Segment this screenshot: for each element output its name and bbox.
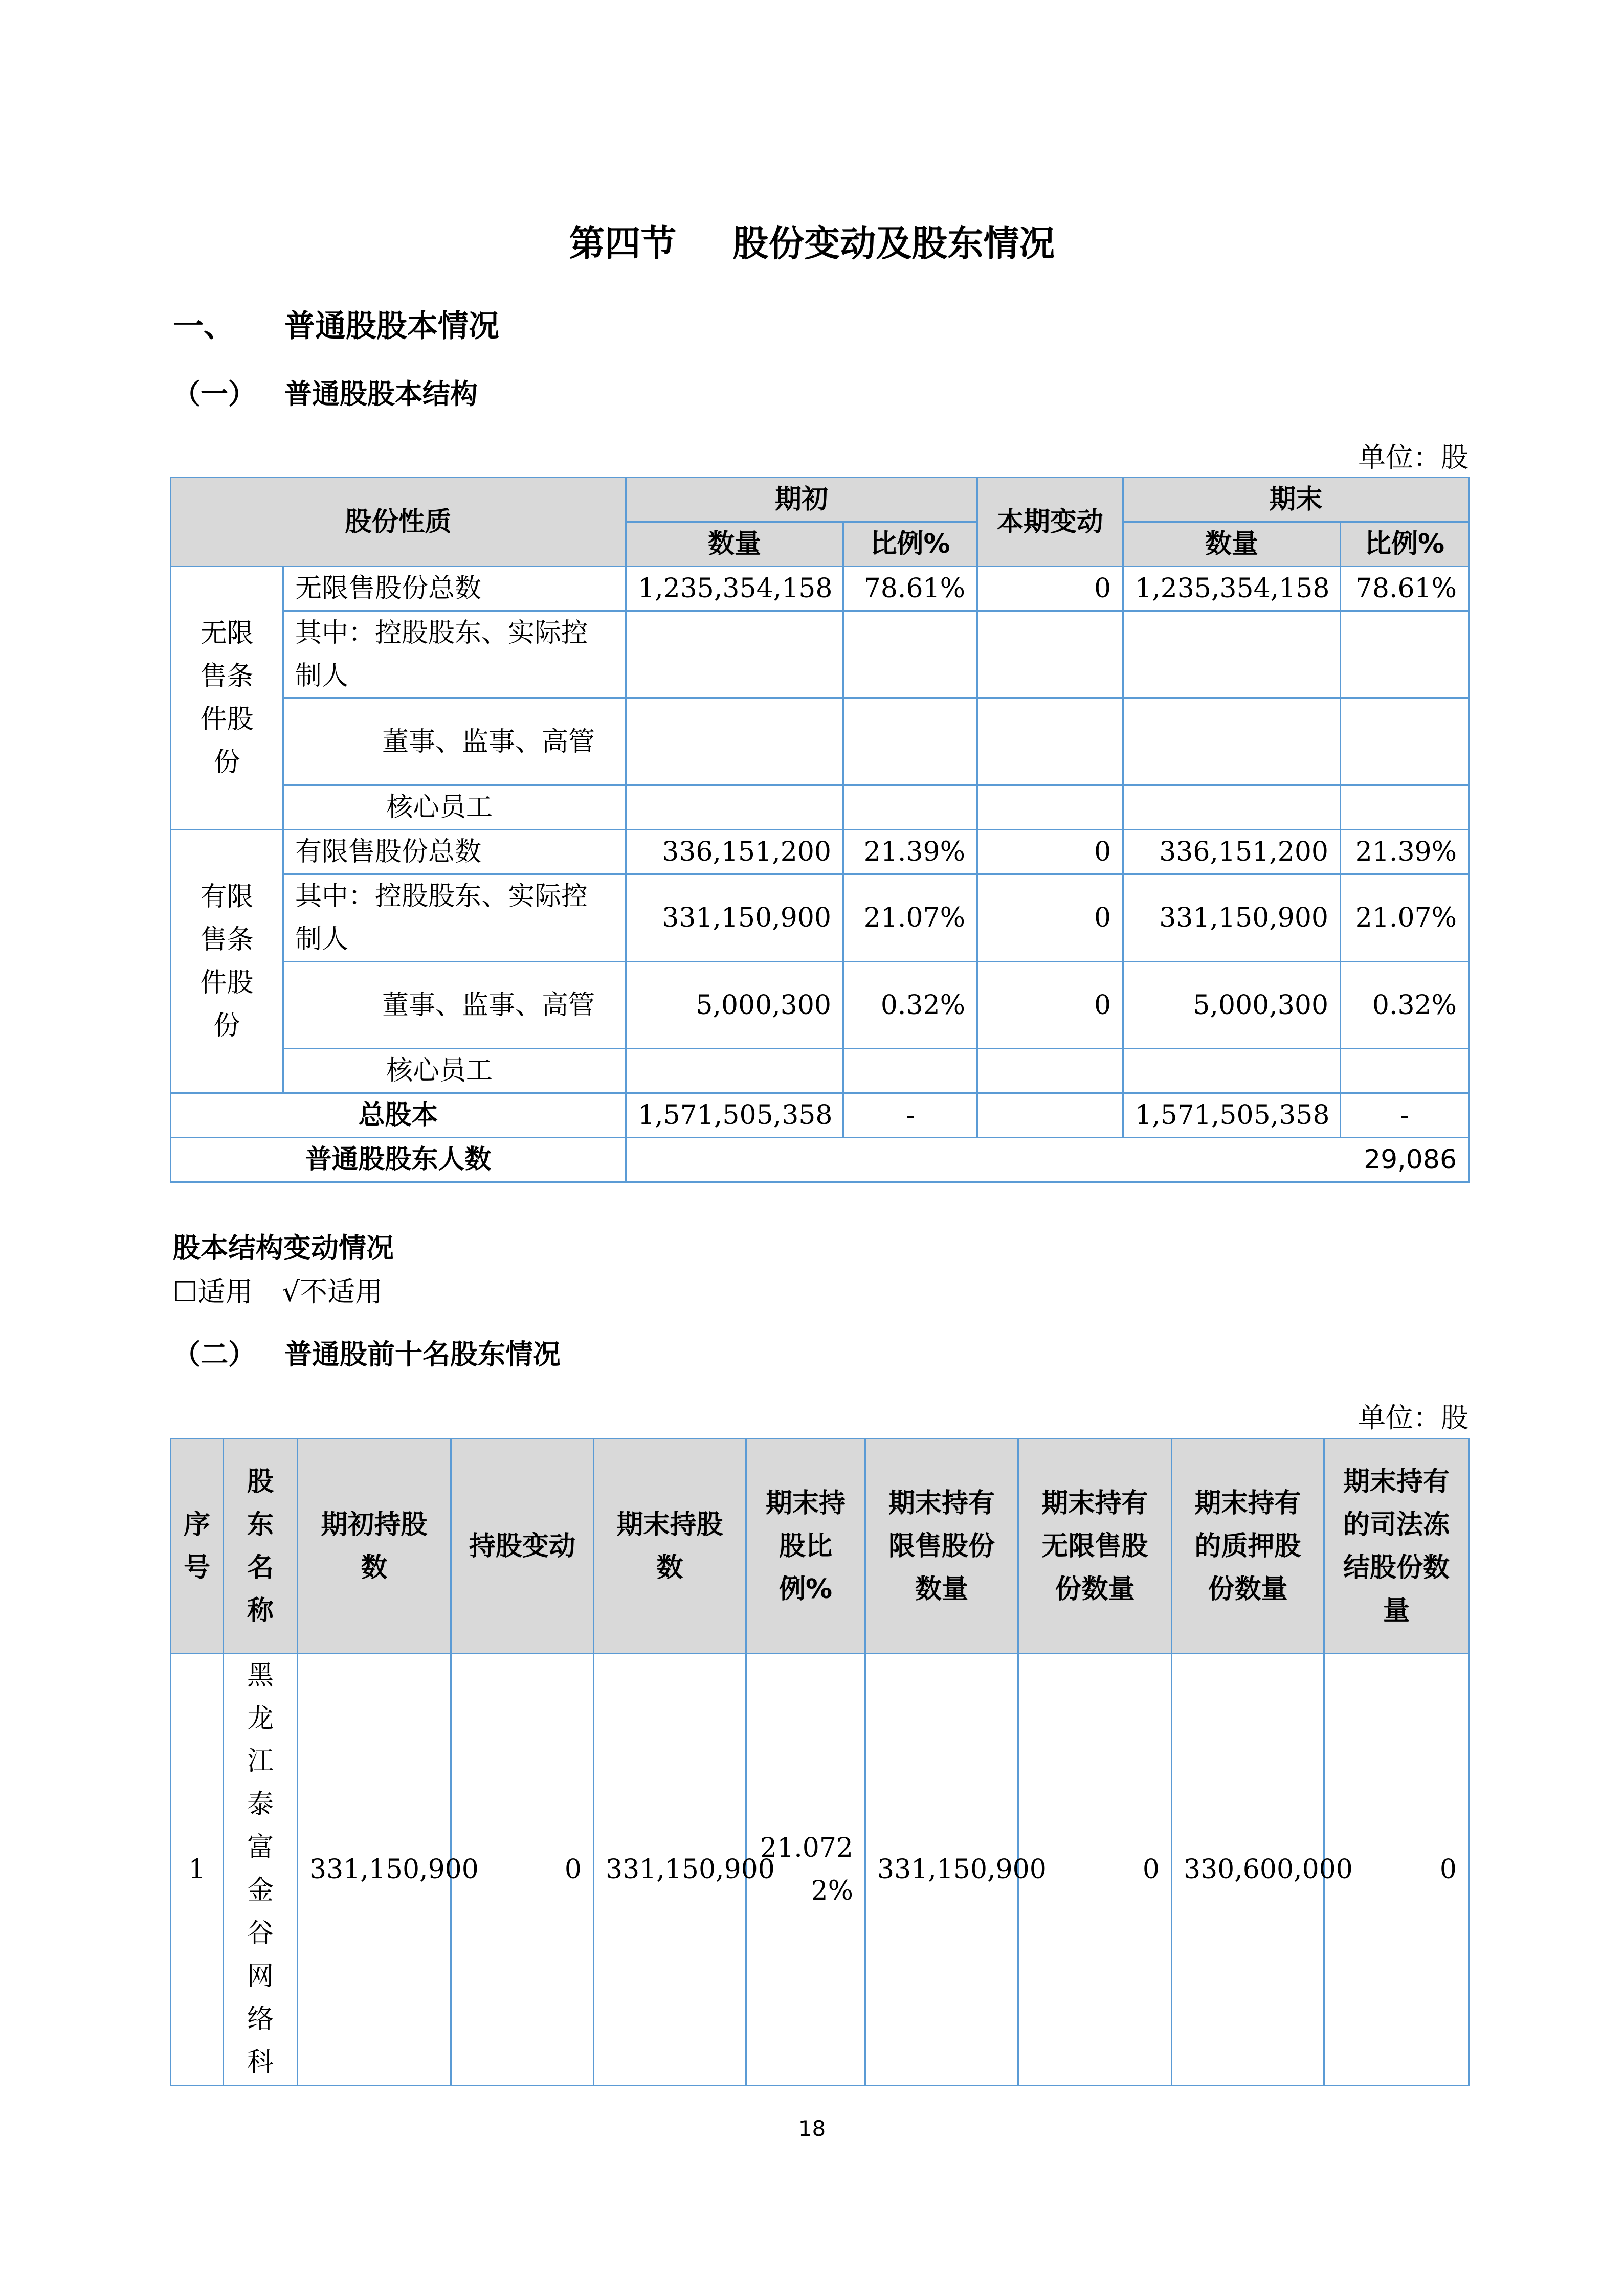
unit-label-1: 单位：股 bbox=[1358, 441, 1469, 474]
group-unrestricted: 无限售条件股份 bbox=[171, 567, 283, 830]
cell-begin-qty bbox=[626, 611, 843, 699]
header-holder-name: 股东名称 bbox=[224, 1439, 298, 1654]
section-title bbox=[0, 215, 1624, 266]
cell-seq: 1 bbox=[171, 1654, 224, 2086]
header-begin-ratio: 比例% bbox=[843, 522, 977, 567]
cell-end-ratio bbox=[1341, 611, 1469, 699]
table-row bbox=[171, 611, 1469, 699]
sub2-number: （二） bbox=[173, 1338, 256, 1370]
header-period-end: 期末 bbox=[1123, 478, 1469, 522]
heading-level-1 bbox=[173, 302, 499, 346]
cell-begin-ratio bbox=[843, 611, 977, 699]
header-end-ratio: 比例% bbox=[1341, 522, 1469, 567]
option-not-apply: 不适用 bbox=[300, 1276, 383, 1308]
cell-begin-ratio bbox=[843, 1049, 977, 1093]
cell-end-ratio: 21.39% bbox=[1341, 830, 1469, 874]
checkbox-unchecked-icon: ☐ bbox=[173, 1276, 198, 1308]
sub1-number: （一） bbox=[173, 378, 256, 410]
header-share-change: 持股变动 bbox=[451, 1439, 594, 1654]
total-label: 总股本 bbox=[171, 1093, 626, 1138]
row-label: 董事、监事、高管 bbox=[283, 699, 626, 785]
holders-label: 普通股股东人数 bbox=[171, 1138, 626, 1182]
total-change bbox=[977, 1093, 1123, 1138]
header-end-ratio: 期末持股比例% bbox=[746, 1439, 865, 1654]
cell-change bbox=[977, 1049, 1123, 1093]
heading-sub2 bbox=[173, 1333, 561, 1372]
cell-end-qty bbox=[1123, 699, 1341, 785]
header-begin-qty: 数量 bbox=[626, 522, 843, 567]
cell-change bbox=[977, 699, 1123, 785]
sub2-title: 普通股前十名股东情况 bbox=[284, 1338, 561, 1370]
header-seq: 序号 bbox=[171, 1439, 224, 1654]
cell-end-ratio bbox=[1341, 699, 1469, 785]
header-end-qty: 数量 bbox=[1123, 522, 1341, 567]
cell-end-ratio: 21.07% bbox=[1341, 874, 1469, 962]
applicability-options bbox=[173, 1270, 383, 1310]
header-end-shares: 期末持股数 bbox=[594, 1439, 746, 1654]
group-restricted: 有限售条件股份 bbox=[171, 830, 283, 1093]
cell-pledged-shares: 330,600,000 bbox=[1172, 1654, 1324, 2086]
holders-count: 29,086 bbox=[626, 1138, 1469, 1182]
total-begin-qty: 1,571,505,358 bbox=[626, 1093, 843, 1138]
cell-begin-qty bbox=[626, 1049, 843, 1093]
cell-end-qty: 5,000,300 bbox=[1123, 962, 1341, 1049]
cell-end-qty bbox=[1123, 1049, 1341, 1093]
total-begin-ratio: - bbox=[843, 1093, 977, 1138]
header-pledged-shares: 期末持有的质押股份数量 bbox=[1172, 1439, 1324, 1654]
cell-begin-ratio bbox=[843, 699, 977, 785]
total-end-qty: 1,571,505,358 bbox=[1123, 1093, 1341, 1138]
header-unrestricted-shares: 期末持有无限售股份数量 bbox=[1018, 1439, 1172, 1654]
sub1-title: 普通股股本结构 bbox=[284, 378, 478, 410]
unit-label-2: 单位：股 bbox=[1358, 1402, 1469, 1434]
cell-share-change: 0 bbox=[451, 1654, 594, 2086]
check-mark-icon: √ bbox=[282, 1276, 300, 1308]
total-row bbox=[171, 1093, 1469, 1138]
section-heading: 股份变动及股东情况 bbox=[732, 222, 1055, 264]
cell-end-ratio bbox=[1341, 785, 1469, 830]
cell-end-shares: 331,150,900 bbox=[594, 1654, 746, 2086]
row-label: 其中：控股股东、实际控制人 bbox=[283, 874, 626, 962]
header-period-change: 本期变动 bbox=[977, 478, 1123, 567]
heading-sub1 bbox=[173, 372, 478, 412]
row-label: 有限售股份总数 bbox=[283, 830, 626, 874]
cell-holder-name: 黑龙江泰富金谷网络科 bbox=[224, 1654, 298, 2086]
cell-end-ratio: 0.32% bbox=[1341, 962, 1469, 1049]
table-row bbox=[171, 874, 1469, 962]
cell-unrestricted-shares: 0 bbox=[1018, 1654, 1172, 2086]
cell-begin-qty bbox=[626, 785, 843, 830]
cell-end-qty: 336,151,200 bbox=[1123, 830, 1341, 874]
heading1-title: 普通股股本情况 bbox=[284, 308, 499, 344]
cell-begin-qty: 336,151,200 bbox=[626, 830, 843, 874]
header-begin-shares: 期初持股数 bbox=[298, 1439, 451, 1654]
cell-begin-qty: 5,000,300 bbox=[626, 962, 843, 1049]
cell-end-qty: 331,150,900 bbox=[1123, 874, 1341, 962]
cell-frozen-shares: 0 bbox=[1324, 1654, 1469, 2086]
share-structure-table bbox=[170, 477, 1470, 1183]
table-row bbox=[171, 830, 1469, 874]
cell-begin-qty: 331,150,900 bbox=[626, 874, 843, 962]
row-label: 其中：控股股东、实际控制人 bbox=[283, 611, 626, 699]
option-apply: 适用 bbox=[197, 1276, 253, 1308]
cell-end-qty bbox=[1123, 611, 1341, 699]
cell-change bbox=[977, 611, 1123, 699]
cell-change: 0 bbox=[977, 567, 1123, 611]
header-period-begin: 期初 bbox=[626, 478, 977, 522]
header-frozen-shares: 期末持有的司法冻结股份数量 bbox=[1324, 1439, 1469, 1654]
header-restricted-shares: 期末持有限售股份数量 bbox=[865, 1439, 1018, 1654]
cell-change bbox=[977, 785, 1123, 830]
row-label: 董事、监事、高管 bbox=[283, 962, 626, 1049]
page-number: 18 bbox=[798, 2116, 826, 2141]
cell-begin-ratio: 21.07% bbox=[843, 874, 977, 962]
cell-end-qty bbox=[1123, 785, 1341, 830]
cell-restricted-shares: 331,150,900 bbox=[865, 1654, 1018, 2086]
table-row bbox=[171, 567, 1469, 611]
section-number: 第四节 bbox=[569, 222, 677, 264]
table-row bbox=[171, 699, 1469, 785]
cell-begin-ratio: 21.39% bbox=[843, 830, 977, 874]
cell-begin-ratio: 78.61% bbox=[843, 567, 977, 611]
change-section-title: 股本结构变动情况 bbox=[173, 1232, 394, 1264]
header-share-nature: 股份性质 bbox=[171, 478, 626, 567]
table-row bbox=[171, 1049, 1469, 1093]
cell-change: 0 bbox=[977, 830, 1123, 874]
table-row bbox=[171, 785, 1469, 830]
cell-end-ratio bbox=[1341, 1049, 1469, 1093]
cell-end-ratio: 21.0722% bbox=[746, 1654, 865, 2086]
heading1-number: 一、 bbox=[173, 308, 234, 344]
row-label: 核心员工 bbox=[283, 785, 626, 830]
cell-begin-qty: 1,235,354,158 bbox=[626, 567, 843, 611]
table-row bbox=[171, 1654, 1469, 2086]
cell-end-ratio: 78.61% bbox=[1341, 567, 1469, 611]
table-row bbox=[171, 962, 1469, 1049]
cell-begin-shares: 331,150,900 bbox=[298, 1654, 451, 2086]
top10-shareholders-table bbox=[170, 1438, 1470, 2086]
cell-begin-ratio bbox=[843, 785, 977, 830]
cell-begin-ratio: 0.32% bbox=[843, 962, 977, 1049]
row-label: 无限售股份总数 bbox=[283, 567, 626, 611]
cell-end-qty: 1,235,354,158 bbox=[1123, 567, 1341, 611]
cell-change: 0 bbox=[977, 874, 1123, 962]
row-label: 核心员工 bbox=[283, 1049, 626, 1093]
cell-begin-qty bbox=[626, 699, 843, 785]
cell-change: 0 bbox=[977, 962, 1123, 1049]
total-end-ratio: - bbox=[1341, 1093, 1469, 1138]
holders-row bbox=[171, 1138, 1469, 1182]
